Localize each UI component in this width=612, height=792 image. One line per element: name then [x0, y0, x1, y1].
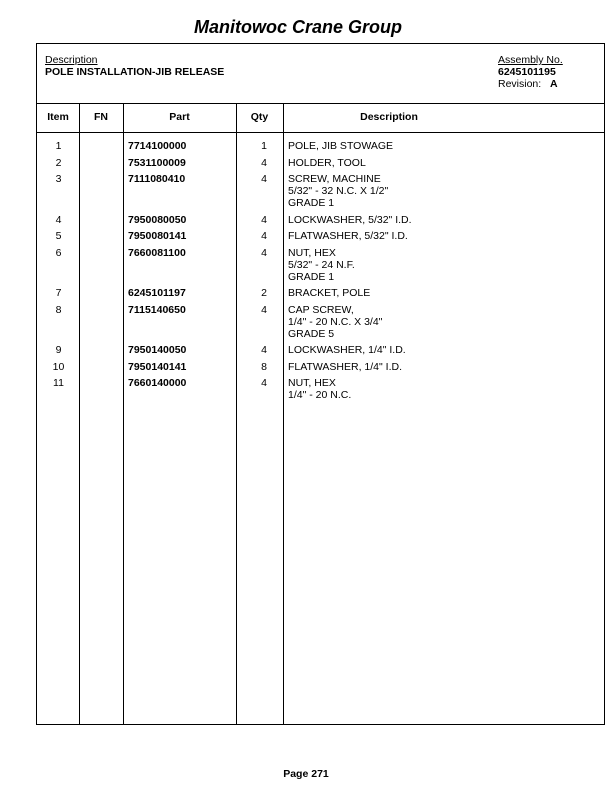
row-quantity: 4: [261, 156, 267, 169]
row-description: [288, 304, 382, 340]
row-part-number: 7950080141: [128, 230, 187, 242]
row-item-number: 3: [55, 173, 62, 185]
revision-line: [498, 78, 563, 90]
row-item-number: 7: [55, 287, 62, 299]
assembly-block: [498, 54, 563, 90]
row-item-number: 2: [55, 156, 62, 169]
row-item-number: 11: [53, 377, 64, 389]
row-part-number: 7660081100: [128, 246, 186, 259]
row-description: [288, 173, 388, 209]
description-label: Description: [45, 54, 98, 66]
row-part-number: 7111080410: [128, 173, 186, 185]
row-description: [288, 214, 412, 226]
row-quantity: 4: [261, 344, 267, 356]
row-description: [288, 157, 366, 169]
page-number: Page 271: [283, 768, 329, 780]
row-item-number: 9: [55, 344, 62, 356]
row-description: [288, 140, 393, 152]
description-block: [45, 54, 224, 78]
row-item-number: 5: [55, 230, 62, 242]
row-description-line: HOLDER, TOOL: [288, 156, 366, 169]
row-description-line: 1/4" - 20 N.C. X 3/4": [288, 315, 383, 328]
column-header-qty: Qty: [250, 111, 269, 123]
row-description-line: GRADE 1: [288, 197, 335, 209]
row-quantity: 2: [261, 287, 267, 299]
company-title: Manitowoc Crane Group: [193, 17, 402, 37]
row-part-number: 7950140141: [128, 360, 187, 373]
row-description-line: SCREW, MACHINE: [288, 173, 381, 185]
column-divider: [123, 103, 124, 724]
row-description-line: NUT, HEX: [288, 246, 336, 259]
row-item-number: 1: [55, 140, 62, 152]
row-description-line: GRADE 5: [288, 327, 335, 340]
row-description: [288, 287, 370, 299]
assembly-value: 6245101195: [498, 66, 556, 78]
column-header-item: Item: [47, 111, 69, 123]
row-quantity: 4: [261, 246, 267, 259]
row-part-number: 7950080050: [128, 213, 187, 226]
row-description: [288, 344, 406, 356]
row-description-line: BRACKET, POLE: [288, 287, 371, 299]
row-item-number: 8: [55, 303, 62, 316]
revision-value: A: [549, 78, 558, 90]
row-description-line: NUT, HEX: [288, 377, 336, 389]
column-divider: [236, 103, 237, 724]
row-quantity: 4: [261, 303, 267, 316]
row-item-number: 10: [52, 360, 65, 373]
row-description-line: GRADE 1: [288, 270, 335, 283]
row-description-line: CAP SCREW,: [288, 303, 354, 316]
row-description-line: FLATWASHER, 1/4" I.D.: [288, 360, 402, 373]
row-quantity: 4: [261, 173, 267, 185]
row-quantity: 4: [261, 213, 267, 226]
row-description: [288, 247, 355, 283]
row-description-line: 5/32" - 32 N.C. X 1/2": [288, 185, 389, 197]
row-description: [288, 377, 351, 401]
column-header-description: Description: [360, 111, 418, 123]
row-part-number: 6245101197: [128, 287, 186, 299]
column-divider: [283, 103, 284, 724]
row-part-number: 7950140050: [128, 344, 187, 356]
parts-list-frame: [36, 43, 605, 725]
row-item-number: 6: [55, 246, 62, 259]
row-description-line: FLATWASHER, 5/32" I.D.: [288, 230, 408, 242]
row-description: [288, 361, 402, 373]
row-part-number: 7531100009: [128, 156, 186, 169]
assembly-header: [37, 44, 604, 104]
row-quantity: 4: [261, 230, 267, 242]
row-description: [288, 230, 408, 242]
description-value: POLE INSTALLATION-JIB RELEASE: [45, 66, 225, 78]
column-divider: [79, 103, 80, 724]
column-header-part: Part: [169, 111, 190, 123]
column-header-fn: FN: [94, 111, 108, 123]
revision-label: Revision:: [498, 78, 542, 90]
assembly-label: Assembly No.: [498, 54, 563, 66]
row-item-number: 4: [55, 213, 62, 226]
row-description-line: POLE, JIB STOWAGE: [288, 140, 394, 152]
row-part-number: 7115140650: [128, 303, 186, 316]
row-part-number: 7714100000: [128, 140, 187, 152]
row-description-line: 1/4" - 20 N.C.: [288, 389, 352, 401]
row-description-line: LOCKWASHER, 5/32" I.D.: [288, 213, 412, 226]
row-quantity: 8: [261, 360, 267, 373]
row-quantity: 4: [261, 377, 267, 389]
row-quantity: 1: [261, 140, 267, 152]
row-description-line: 5/32" - 24 N.F.: [288, 258, 355, 271]
row-description-line: LOCKWASHER, 1/4" I.D.: [288, 344, 406, 356]
row-part-number: 7660140000: [128, 377, 187, 389]
